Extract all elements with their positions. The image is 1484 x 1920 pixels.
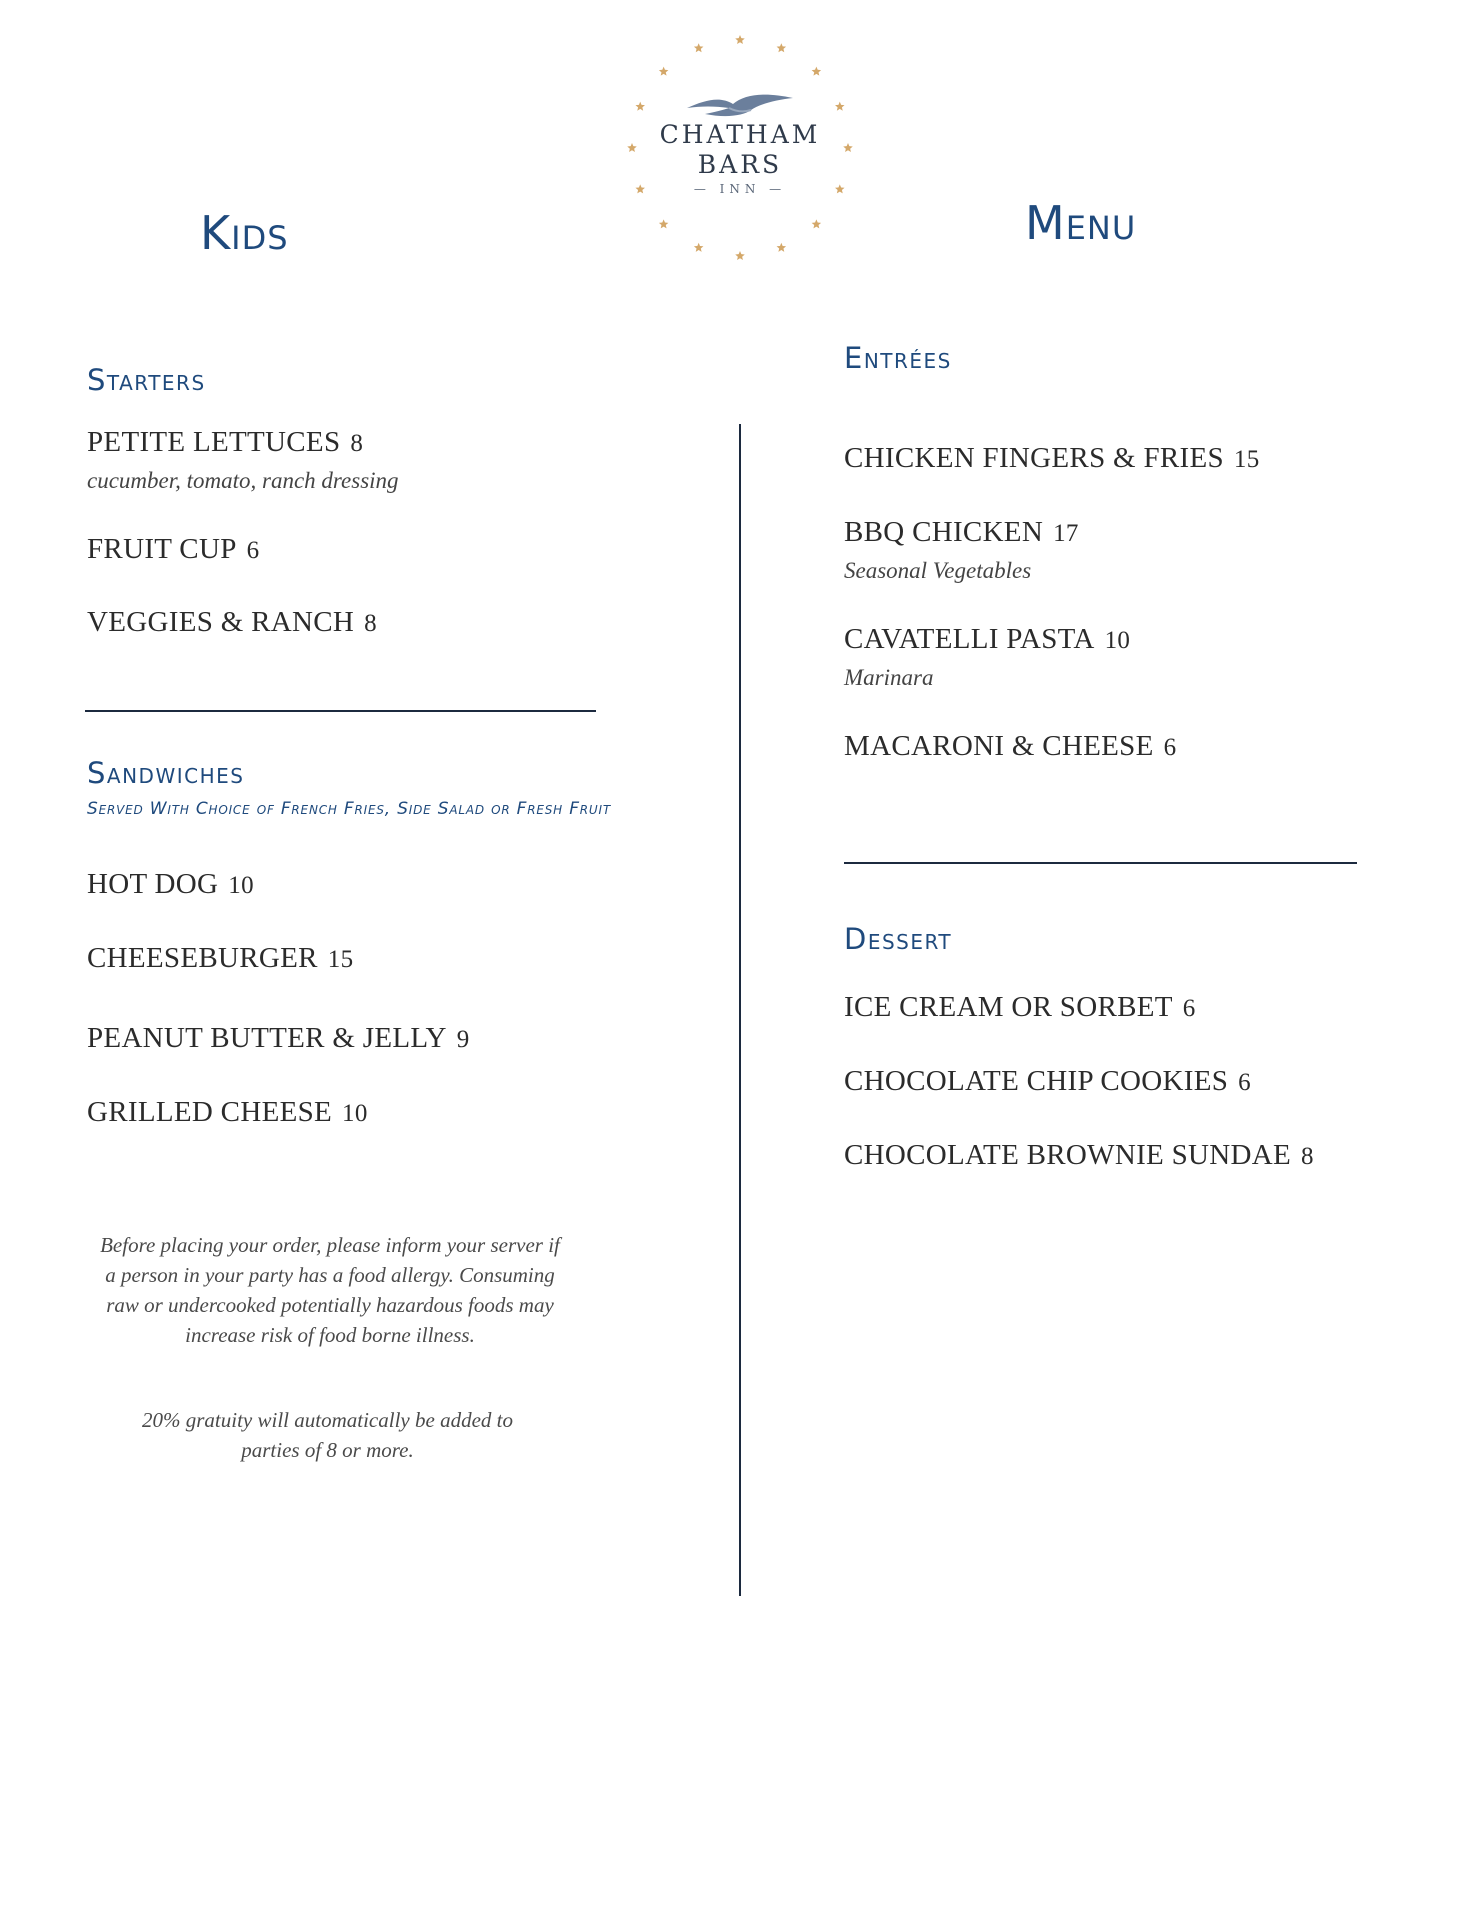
- item-name: HOT DOG: [87, 868, 219, 900]
- star-icon: [777, 243, 787, 252]
- item-price: 8: [1301, 1143, 1314, 1170]
- menu-item: [87, 1096, 368, 1129]
- section-divider: [85, 710, 596, 712]
- item-name: ICE CREAM OR SORBET: [844, 991, 1173, 1023]
- item-description: Marinara: [844, 665, 934, 690]
- menu-item: [87, 868, 254, 901]
- item-price: 9: [456, 1026, 470, 1053]
- menu-item: [844, 623, 1130, 656]
- star-icon: [735, 251, 745, 260]
- item-price: 8: [350, 430, 364, 457]
- star-icon: [812, 219, 822, 228]
- menu-item: [87, 1022, 470, 1055]
- menu-item: [844, 516, 1079, 549]
- item-name: CHEESEBURGER: [87, 942, 318, 974]
- star-icon: [659, 67, 669, 76]
- item-name: CAVATELLI PASTA: [844, 623, 1095, 655]
- item-name: VEGGIES & RANCH: [87, 606, 355, 638]
- entrees-heading: Entrées: [844, 341, 952, 375]
- star-icon: [635, 102, 645, 111]
- item-price: 17: [1053, 520, 1079, 547]
- logo: [620, 28, 860, 268]
- menu-item: [844, 1139, 1314, 1172]
- item-price: 8: [364, 610, 377, 637]
- item-name: PEANUT BUTTER & JELLY: [87, 1022, 447, 1054]
- gratuity-note: 20% gratuity will automatically be added to parties of 8 or more.: [142, 1408, 513, 1462]
- item-price: 10: [342, 1100, 368, 1127]
- item-price: 10: [1104, 627, 1131, 654]
- logo-line-1: CHATHAM: [659, 120, 821, 149]
- star-icon: [835, 102, 845, 111]
- item-price: 6: [1182, 995, 1196, 1022]
- page-title-right: Menu: [1025, 196, 1137, 250]
- column-divider: [739, 424, 741, 1596]
- sandwiches-subheading: Served With Choice of French Fries, Side Salad or Fresh Fruit: [87, 799, 611, 819]
- item-description: cucumber, tomato, ranch dressing: [87, 468, 399, 493]
- item-description: Seasonal Vegetables: [844, 558, 1032, 583]
- item-price: 15: [327, 946, 354, 973]
- logo-line-2: BARS: [697, 150, 783, 179]
- item-name: FRUIT CUP: [87, 533, 237, 565]
- menu-item: [87, 426, 363, 459]
- item-name: CHICKEN FINGERS & FRIES: [844, 442, 1224, 474]
- item-price: 6: [1238, 1069, 1251, 1096]
- menu-item: [844, 442, 1260, 475]
- starters-heading: Starters: [87, 363, 206, 397]
- item-price: 10: [228, 872, 254, 899]
- item-price: 6: [246, 537, 260, 564]
- star-icon: [694, 43, 704, 52]
- menu-item: [87, 606, 377, 639]
- star-icon: [777, 43, 787, 52]
- logo-line-3: — INN —: [693, 182, 787, 196]
- item-name: BBQ CHICKEN: [844, 516, 1044, 548]
- item-name: CHOCOLATE BROWNIE SUNDAE: [844, 1139, 1292, 1171]
- item-name: CHOCOLATE CHIP COOKIES: [844, 1065, 1229, 1097]
- menu-item: [87, 942, 353, 975]
- item-name: MACARONI & CHEESE: [844, 730, 1154, 762]
- star-icon: [812, 67, 822, 76]
- page-title-left: Kids: [200, 206, 289, 260]
- dessert-heading: Dessert: [844, 922, 953, 956]
- star-icon: [735, 35, 745, 44]
- menu-item: [844, 991, 1196, 1024]
- star-icon: [694, 243, 704, 252]
- item-price: 15: [1233, 446, 1260, 473]
- sandwiches-heading: Sandwiches: [87, 756, 245, 790]
- star-icon: [659, 219, 669, 228]
- item-name: GRILLED CHEESE: [87, 1096, 333, 1128]
- menu-item: [844, 1065, 1251, 1098]
- section-divider: [844, 862, 1357, 864]
- item-price: 6: [1163, 734, 1177, 761]
- menu-item: [87, 533, 259, 566]
- item-name: PETITE LETTUCES: [87, 426, 341, 458]
- menu-item: [844, 730, 1176, 763]
- allergy-note: Before placing your order, please inform your server if a person in your party has a food allergy. Consuming raw or undercooked potentially hazardous foods may increase risk of food borne illness.: [100, 1233, 560, 1347]
